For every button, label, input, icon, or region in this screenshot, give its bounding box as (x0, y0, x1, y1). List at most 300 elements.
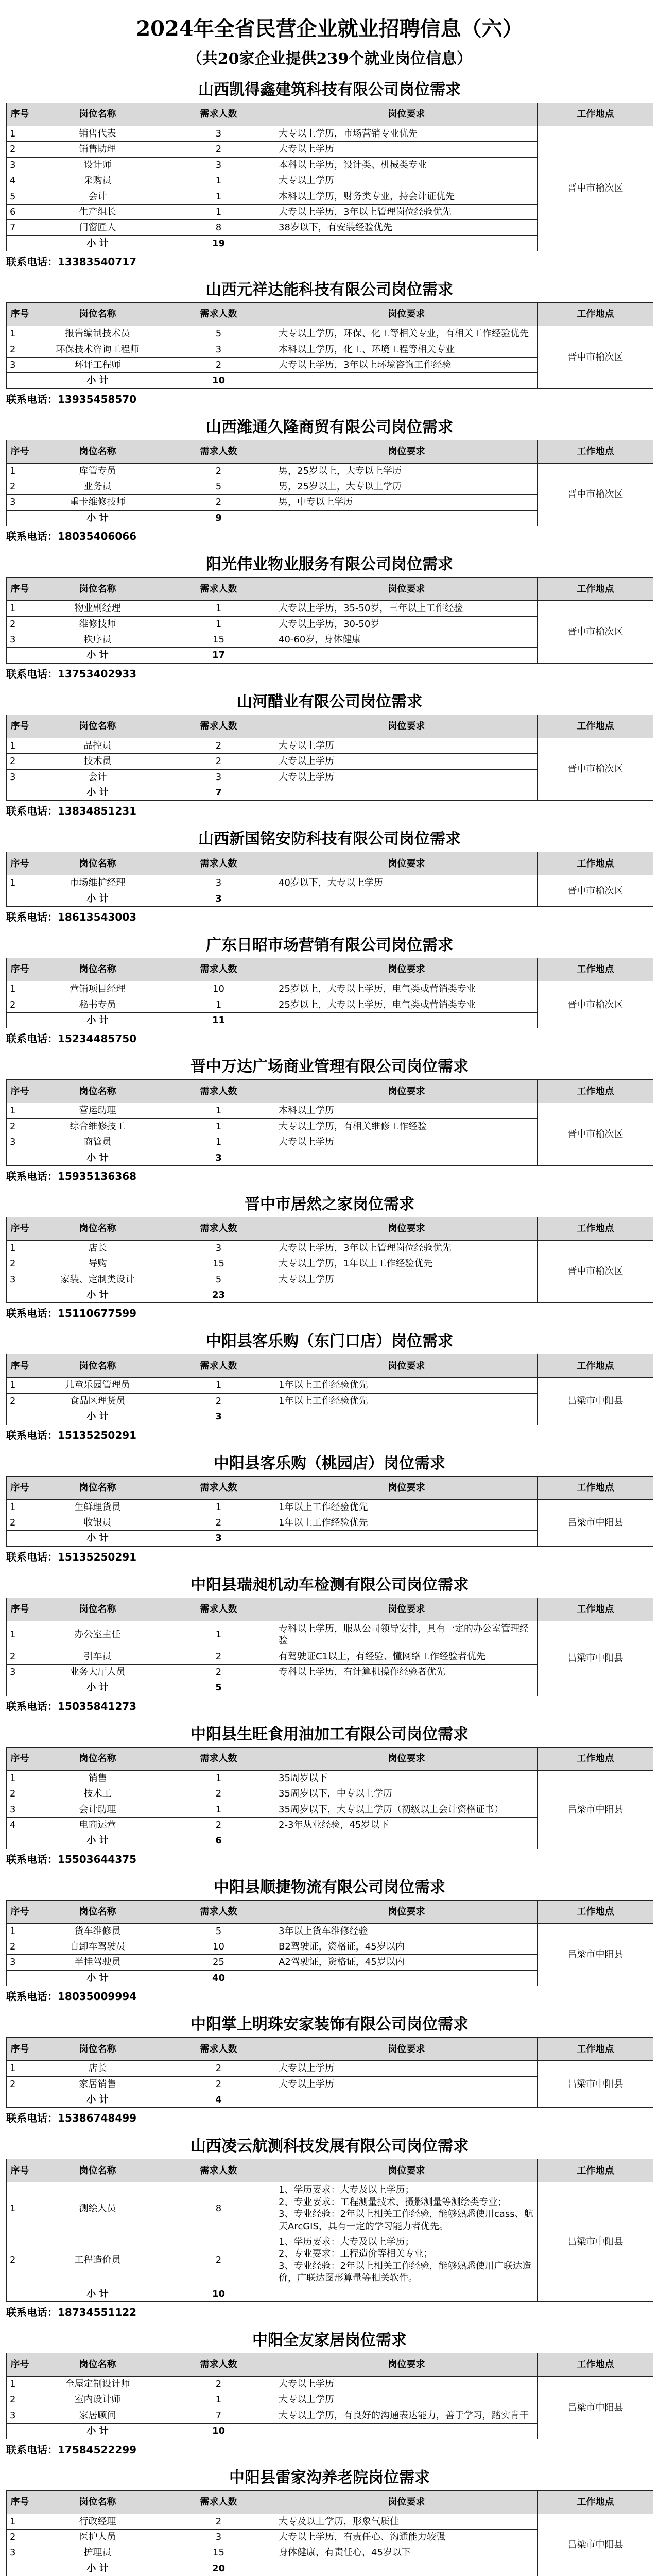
header-requirement: 岗位要求 (275, 578, 538, 601)
row-requirement: 大专以上学历 (275, 142, 538, 157)
row-post: 销售代表 (33, 126, 162, 142)
row-count: 10 (162, 981, 275, 997)
row-post: 综合维修技工 (33, 1118, 162, 1134)
row-index: 1 (7, 326, 33, 342)
table-row (7, 326, 653, 342)
header-count: 需求人数 (162, 1080, 275, 1103)
contact-phone: 联系电话：15386748499 (6, 2112, 137, 2125)
row-post: 库管专员 (33, 463, 162, 479)
row-requirement: 大专以上学历，3年以上管理岗位经验优先 (275, 204, 538, 219)
header-location: 工作地点 (538, 1354, 653, 1378)
document-subtitle: （共20家企业提供239个就业岗位信息） (186, 50, 473, 68)
row-count: 3 (162, 1240, 275, 1256)
row-post: 环评工程师 (33, 357, 162, 372)
table-row (7, 2182, 653, 2234)
row-post: 会计 (33, 769, 162, 785)
contact-phone: 联系电话：13753402933 (6, 667, 137, 680)
company-name: 中阳县雷家沟养老院岗位需求 (229, 2468, 430, 2487)
table-row (7, 126, 653, 142)
subtotal-spacer (7, 1680, 33, 1696)
row-index: 2 (7, 2234, 33, 2286)
row-index: 2 (7, 2076, 33, 2092)
row-index: 3 (7, 2408, 33, 2423)
header-location: 工作地点 (538, 2353, 653, 2376)
subtotal-value: 20 (162, 2561, 275, 2576)
row-requirement: B2驾驶证，资格证，45岁以内 (275, 1939, 538, 1955)
row-location: 吕梁市中阳县 (538, 1378, 653, 1425)
row-requirement: 大专以上学历，3年以上环境咨询工作经验 (275, 357, 538, 372)
row-count: 5 (162, 1272, 275, 1287)
subtotal-spacer (7, 1970, 33, 1986)
table-header-row (7, 852, 653, 875)
row-index: 6 (7, 204, 33, 219)
row-index: 2 (7, 997, 33, 1012)
table-header-row (7, 1354, 653, 1378)
header-requirement: 岗位要求 (275, 1080, 538, 1103)
subtotal-label: 小 计 (33, 2424, 162, 2439)
table-row (7, 1103, 653, 1118)
company-section (0, 826, 659, 924)
subtotal-spacer (7, 2092, 33, 2108)
row-post: 秘书专员 (33, 997, 162, 1012)
jobs-table (6, 2159, 653, 2302)
contact-phone: 联系电话：13383540717 (6, 256, 137, 268)
subtotal-spacer (7, 235, 33, 251)
subtotal-empty (275, 1012, 538, 1028)
header-index: 序号 (7, 1476, 33, 1499)
row-post: 店长 (33, 2061, 162, 2076)
row-location: 吕梁市中阳县 (538, 2182, 653, 2302)
subtotal-spacer (7, 1287, 33, 1303)
row-index: 3 (7, 2545, 33, 2561)
header-count: 需求人数 (162, 2038, 275, 2061)
header-index: 序号 (7, 715, 33, 738)
contact-phone: 联系电话：18035009994 (6, 1990, 137, 2003)
row-requirement: 40-60岁，身体健康 (275, 632, 538, 648)
company-name: 山西凯得鑫建筑科技有限公司岗位需求 (198, 81, 461, 99)
row-count: 2 (162, 142, 275, 157)
row-count: 1 (162, 601, 275, 616)
row-post: 办公室主任 (33, 1621, 162, 1649)
header-post: 岗位名称 (33, 2159, 162, 2182)
row-index: 1 (7, 601, 33, 616)
table-header-row (7, 2490, 653, 2514)
header-post: 岗位名称 (33, 578, 162, 601)
table-row (7, 2514, 653, 2529)
header-count: 需求人数 (162, 2353, 275, 2376)
subtotal-empty (275, 1531, 538, 1546)
company-name: 中阳掌上明珠安家装饰有限公司岗位需求 (190, 2015, 469, 2034)
row-count: 2 (162, 738, 275, 753)
row-post: 营运助理 (33, 1103, 162, 1118)
header-count: 需求人数 (162, 2159, 275, 2182)
subtotal-spacer (7, 1012, 33, 1028)
company-name: 中阳县顺捷物流有限公司岗位需求 (214, 1878, 445, 1896)
row-count: 3 (162, 157, 275, 173)
row-post: 维修技师 (33, 616, 162, 632)
table-row (7, 981, 653, 997)
company-name: 中阳县瑞昶机动车检测有限公司岗位需求 (190, 1575, 469, 1594)
header-index: 序号 (7, 2038, 33, 2061)
row-requirement: 35周岁以下，大专以上学历（初级以上会计资格证书） (275, 1802, 538, 1817)
company-section (0, 414, 659, 544)
subtotal-value: 17 (162, 648, 275, 663)
row-post: 店长 (33, 1240, 162, 1256)
header-index: 序号 (7, 2159, 33, 2182)
row-requirement: 大专以上学历，30-50岁 (275, 616, 538, 632)
subtotal-empty (275, 1680, 538, 1696)
header-location: 工作地点 (538, 1080, 653, 1103)
subtotal-label: 小 计 (33, 373, 162, 388)
row-index: 2 (7, 142, 33, 157)
row-count: 5 (162, 326, 275, 342)
subtotal-label: 小 计 (33, 891, 162, 906)
row-count: 2 (162, 463, 275, 479)
subtotal-empty (275, 1409, 538, 1425)
subtotal-value: 11 (162, 1012, 275, 1028)
subtotal-value: 3 (162, 891, 275, 906)
table-header-row (7, 440, 653, 463)
row-count: 2 (162, 2061, 275, 2076)
company-section (0, 1450, 659, 1564)
row-index: 1 (7, 981, 33, 997)
row-post: 重卡维修技师 (33, 495, 162, 510)
jobs-table (6, 1217, 653, 1303)
header-index: 序号 (7, 1747, 33, 1770)
header-location: 工作地点 (538, 1747, 653, 1770)
company-name: 广东日昭市场营销有限公司岗位需求 (206, 936, 453, 955)
company-section (0, 689, 659, 818)
header-post: 岗位名称 (33, 1598, 162, 1621)
row-index: 2 (7, 2392, 33, 2408)
table-row (7, 1240, 653, 1256)
header-requirement: 岗位要求 (275, 1598, 538, 1621)
jobs-table (6, 2490, 653, 2576)
subtotal-value: 10 (162, 2424, 275, 2439)
row-index: 4 (7, 1817, 33, 1833)
header-requirement: 岗位要求 (275, 2353, 538, 2376)
subtotal-label: 小 计 (33, 1970, 162, 1986)
row-location: 吕梁市中阳县 (538, 2514, 653, 2576)
table-header-row (7, 715, 653, 738)
row-post: 会计助理 (33, 1802, 162, 1817)
header-index: 序号 (7, 1080, 33, 1103)
table-header-row (7, 1900, 653, 1923)
row-post: 商管员 (33, 1134, 162, 1150)
subtotal-empty (275, 2092, 538, 2108)
row-location: 晋中市榆次区 (538, 1240, 653, 1303)
subtotal-spacer (7, 373, 33, 388)
subtotal-empty (275, 2561, 538, 2576)
header-location: 工作地点 (538, 852, 653, 875)
table-row (7, 1621, 653, 1649)
row-location: 吕梁市中阳县 (538, 1621, 653, 1696)
row-post: 会计 (33, 189, 162, 204)
subtotal-value: 7 (162, 785, 275, 800)
row-location: 吕梁市中阳县 (538, 1770, 653, 1849)
row-index: 2 (7, 1256, 33, 1272)
header-post: 岗位名称 (33, 958, 162, 981)
table-header-row (7, 2038, 653, 2061)
row-index: 1 (7, 1923, 33, 1939)
header-index: 序号 (7, 2490, 33, 2514)
row-requirement: 25岁以上，大专以上学历，电气类或营销类专业 (275, 997, 538, 1012)
row-index: 3 (7, 1955, 33, 1970)
header-post: 岗位名称 (33, 1354, 162, 1378)
row-index: 1 (7, 463, 33, 479)
header-count: 需求人数 (162, 1217, 275, 1240)
row-index: 3 (7, 1802, 33, 1817)
company-section (0, 2465, 659, 2576)
contact-phone: 联系电话：17584522299 (6, 2443, 137, 2456)
subtotal-spacer (7, 2286, 33, 2301)
row-post: 技术员 (33, 754, 162, 769)
row-index: 2 (7, 1939, 33, 1955)
jobs-table (6, 1354, 653, 1425)
row-post: 采购员 (33, 173, 162, 189)
table-row (7, 1378, 653, 1393)
header-location: 工作地点 (538, 958, 653, 981)
company-name: 山河醋业有限公司岗位需求 (237, 692, 422, 711)
row-post: 护理员 (33, 2545, 162, 2561)
row-index: 1 (7, 2182, 33, 2234)
row-index: 1 (7, 875, 33, 891)
row-requirement: 大专以上学历 (275, 738, 538, 753)
header-post: 岗位名称 (33, 1747, 162, 1770)
row-index: 4 (7, 173, 33, 189)
row-post: 工程造价员 (33, 2234, 162, 2286)
row-requirement: A2驾驶证，资格证，45岁以内 (275, 1955, 538, 1970)
row-count: 5 (162, 479, 275, 495)
subtotal-empty (275, 2424, 538, 2439)
table-row (7, 601, 653, 616)
row-count: 25 (162, 1955, 275, 1970)
row-count: 1 (162, 1802, 275, 1817)
row-requirement: 大专以上学历 (275, 2061, 538, 2076)
row-requirement: 35周岁以下 (275, 1770, 538, 1786)
subtotal-spacer (7, 1409, 33, 1425)
company-name: 中阳县客乐购（东门口店）岗位需求 (206, 1332, 453, 1351)
header-index: 序号 (7, 852, 33, 875)
header-requirement: 岗位要求 (275, 2159, 538, 2182)
contact-phone: 联系电话：13935458570 (6, 393, 137, 405)
header-count: 需求人数 (162, 2490, 275, 2514)
table-header-row (7, 958, 653, 981)
row-count: 2 (162, 1515, 275, 1531)
row-requirement: 大专以上学历，市场营销专业优先 (275, 126, 538, 142)
company-section (0, 1191, 659, 1320)
row-post: 业务员 (33, 479, 162, 495)
header-index: 序号 (7, 303, 33, 326)
contact-phone: 联系电话：18734551122 (6, 2306, 137, 2318)
header-index: 序号 (7, 1354, 33, 1378)
row-index: 1 (7, 1378, 33, 1393)
header-requirement: 岗位要求 (275, 2490, 538, 2514)
subtotal-value: 10 (162, 2286, 275, 2301)
row-requirement: 大专以上学历，环保、化工等相关专业，有相关工作经验优先 (275, 326, 538, 342)
header-post: 岗位名称 (33, 1080, 162, 1103)
row-index: 5 (7, 189, 33, 204)
row-count: 15 (162, 632, 275, 648)
row-requirement: 专科以上学历，有计算机操作经验者优先 (275, 1664, 538, 1680)
row-count: 2 (162, 1649, 275, 1664)
row-requirement: 40岁以下，大专以上学历 (275, 875, 538, 891)
row-index: 2 (7, 1515, 33, 1531)
row-requirement: 大专以上学历，35-50岁，三年以上工作经验 (275, 601, 538, 616)
row-count: 8 (162, 220, 275, 235)
row-count: 5 (162, 1923, 275, 1939)
header-post: 岗位名称 (33, 303, 162, 326)
company-name: 山西凌云航测科技发展有限公司岗位需求 (190, 2137, 469, 2156)
row-index: 3 (7, 357, 33, 372)
row-count: 1 (162, 1118, 275, 1134)
contact-phone: 联系电话：18035406066 (6, 530, 137, 543)
row-post: 导购 (33, 1256, 162, 1272)
row-count: 1 (162, 1103, 275, 1118)
jobs-table (6, 103, 653, 251)
header-location: 工作地点 (538, 1598, 653, 1621)
contact-phone: 联系电话：15503644375 (6, 1853, 137, 1866)
subtotal-spacer (7, 648, 33, 663)
subtotal-label: 小 计 (33, 1287, 162, 1303)
company-name: 中阳县客乐购（桃园店）岗位需求 (214, 1454, 445, 1472)
table-header-row (7, 2159, 653, 2182)
row-post: 销售 (33, 1770, 162, 1786)
table-row (7, 875, 653, 891)
header-count: 需求人数 (162, 1476, 275, 1499)
row-post: 儿童乐园管理员 (33, 1378, 162, 1393)
row-index: 2 (7, 616, 33, 632)
row-requirement: 大专以上学历 (275, 1134, 538, 1150)
subtotal-value: 19 (162, 235, 275, 251)
row-requirement: 男，25岁以上，大专以上学历 (275, 463, 538, 479)
row-index: 1 (7, 1621, 33, 1649)
row-post: 家装、定制类设计 (33, 1272, 162, 1287)
subtotal-empty (275, 1150, 538, 1165)
header-post: 岗位名称 (33, 852, 162, 875)
header-requirement: 岗位要求 (275, 303, 538, 326)
company-section (0, 277, 659, 406)
header-location: 工作地点 (538, 2038, 653, 2061)
row-requirement: 大专以上学历，有相关维修工作经验 (275, 1118, 538, 1134)
subtotal-label: 小 计 (33, 648, 162, 663)
contact-phone: 联系电话：15935136368 (6, 1170, 137, 1182)
table-row (7, 2376, 653, 2392)
row-post: 室内设计师 (33, 2392, 162, 2408)
row-requirement: 大专及以上学历，形象气质佳 (275, 2514, 538, 2529)
row-count: 2 (162, 1786, 275, 1802)
subtotal-label: 小 计 (33, 1012, 162, 1028)
row-index: 2 (7, 1393, 33, 1409)
header-requirement: 岗位要求 (275, 715, 538, 738)
jobs-table (6, 2353, 653, 2439)
row-post: 半挂驾驶员 (33, 1955, 162, 1970)
subtotal-label: 小 计 (33, 1680, 162, 1696)
subtotal-label: 小 计 (33, 1150, 162, 1165)
table-row (7, 2061, 653, 2076)
row-count: 1 (162, 204, 275, 219)
subtotal-spacer (7, 785, 33, 800)
row-count: 3 (162, 126, 275, 142)
jobs-table (6, 1900, 653, 1987)
row-count: 1 (162, 173, 275, 189)
company-section (0, 1721, 659, 1866)
contact-phone: 联系电话：18613543003 (6, 911, 137, 924)
row-index: 3 (7, 1664, 33, 1680)
subtotal-value: 3 (162, 1409, 275, 1425)
row-location: 吕梁市中阳县 (538, 1923, 653, 1986)
row-index: 1 (7, 2514, 33, 2529)
subtotal-spacer (7, 1150, 33, 1165)
row-requirement: 大专以上学历 (275, 2376, 538, 2392)
row-post: 全屋定制设计师 (33, 2376, 162, 2392)
header-location: 工作地点 (538, 1217, 653, 1240)
header-location: 工作地点 (538, 103, 653, 126)
row-count: 1 (162, 189, 275, 204)
header-post: 岗位名称 (33, 2490, 162, 2514)
subtotal-value: 3 (162, 1150, 275, 1165)
row-count: 2 (162, 2376, 275, 2392)
jobs-table (6, 1476, 653, 1547)
row-index: 3 (7, 495, 33, 510)
table-header-row (7, 303, 653, 326)
row-index: 1 (7, 1499, 33, 1515)
row-requirement: 大专以上学历 (275, 2392, 538, 2408)
company-name: 中阳县生旺食用油加工有限公司岗位需求 (190, 1725, 469, 1743)
row-location: 晋中市榆次区 (538, 463, 653, 526)
subtotal-label: 小 计 (33, 2286, 162, 2301)
header-requirement: 岗位要求 (275, 440, 538, 463)
row-requirement: 大专以上学历，有责任心、沟通能力较强 (275, 2529, 538, 2545)
row-count: 2 (162, 1393, 275, 1409)
subtotal-value: 9 (162, 510, 275, 526)
table-row (7, 463, 653, 479)
subtotal-label: 小 计 (33, 1531, 162, 1546)
header-requirement: 岗位要求 (275, 1217, 538, 1240)
row-requirement: 本科以上学历，设计类、机械类专业 (275, 157, 538, 173)
header-index: 序号 (7, 578, 33, 601)
header-count: 需求人数 (162, 303, 275, 326)
row-count: 1 (162, 616, 275, 632)
row-count: 1 (162, 1378, 275, 1393)
table-row (7, 1923, 653, 1939)
table-row (7, 738, 653, 753)
row-post: 物业副经理 (33, 601, 162, 616)
subtotal-label: 小 计 (33, 510, 162, 526)
subtotal-spacer (7, 1833, 33, 1849)
row-post: 电商运营 (33, 1817, 162, 1833)
row-post: 自卸车驾驶员 (33, 1939, 162, 1955)
subtotal-spacer (7, 2424, 33, 2439)
row-index: 2 (7, 1118, 33, 1134)
row-post: 食品区理货员 (33, 1393, 162, 1409)
company-section (0, 1572, 659, 1713)
subtotal-spacer (7, 510, 33, 526)
subtotal-label: 小 计 (33, 2092, 162, 2108)
subtotal-spacer (7, 2561, 33, 2576)
row-requirement: 有驾驶证C1以上，有经验、懂网络工作经验者优先 (275, 1649, 538, 1664)
header-count: 需求人数 (162, 1354, 275, 1378)
header-post: 岗位名称 (33, 1217, 162, 1240)
row-requirement: 1、学历要求：大专及以上学历； 2、专业要求：工程测量技术、摄影测量等测绘类专业； 3、专业经验：2年以上相关工作经验，能够熟悉使用cass、航天ArcGIS，具有一定的学习能力者优先。 (275, 2182, 538, 2234)
row-count: 2 (162, 754, 275, 769)
subtotal-value: 40 (162, 1970, 275, 1986)
contact-phone: 联系电话：15110677599 (6, 1307, 137, 1320)
row-requirement: 男，中专以上学历 (275, 495, 538, 510)
subtotal-empty (275, 891, 538, 906)
subtotal-value: 5 (162, 1680, 275, 1696)
subtotal-value: 10 (162, 373, 275, 388)
